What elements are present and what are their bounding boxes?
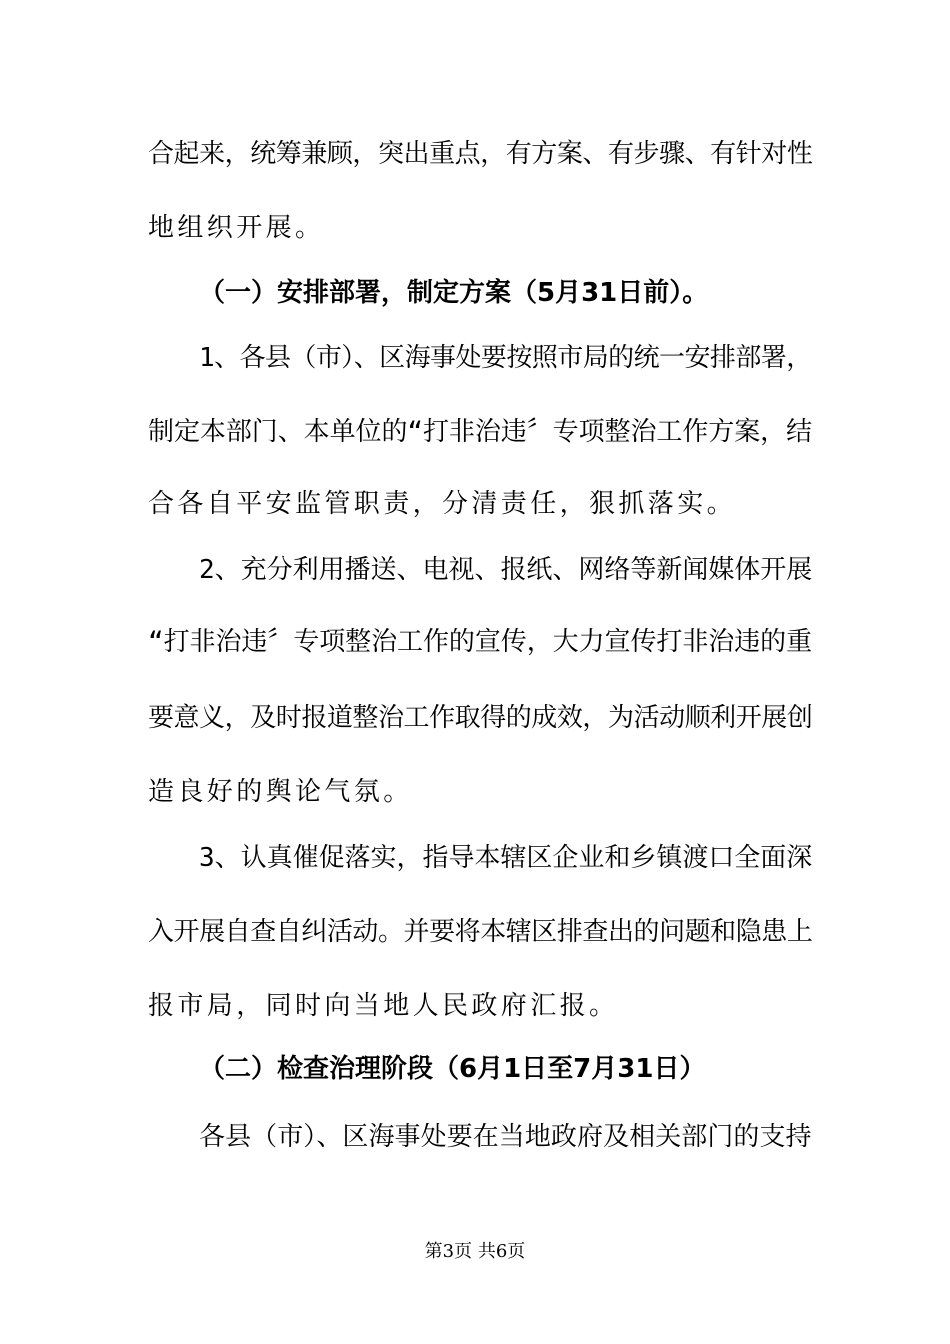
body-text-line: 合各自平安监管职责，分清责任，狠抓落实。 (148, 489, 737, 519)
body-text-line: 合起来，统筹兼顾，突出重点，有方案、有步骤、有针对性 (148, 139, 813, 169)
body-text-line: 地组织开展。 (148, 213, 325, 243)
body-text-line: 1、各县（市）、区海事处要按照市局的统一安排部署， (199, 343, 812, 373)
body-text-line: 造良好的舆论气氛。 (148, 777, 413, 807)
body-text-line: 各县（市）、区海事处要在当地政府及相关部门的支持 (199, 1122, 812, 1152)
body-text-line: 要意义，及时报道整治工作取得的成效，为活动顺利开展创 (148, 703, 813, 733)
body-text-line: 制定本部门、本单位的“打非治违〞专项整治工作方案，结 (148, 417, 813, 447)
body-text-line: 入开展自查自纠活动。并要将本辖区排查出的问题和隐患上 (148, 917, 813, 947)
section-heading: （一）安排部署，制定方案（5月31日前）。 (199, 278, 709, 308)
body-text-line: 报市局，同时向当地人民政府汇报。 (148, 991, 619, 1021)
body-text-line: 2、充分利用播送、电视、报纸、网络等新闻媒体开展 (199, 555, 813, 585)
body-text-line: “打非治违〞专项整治工作的宣传，大力宣传打非治违的重 (148, 627, 813, 657)
page-footer: 第3页 共6页 (424, 1241, 526, 1262)
section-heading: （二）检查治理阶段（6月1日至7月31日） (199, 1054, 706, 1084)
body-text-line: 3、认真催促落实，指导本辖区企业和乡镇渡口全面深 (199, 843, 813, 873)
